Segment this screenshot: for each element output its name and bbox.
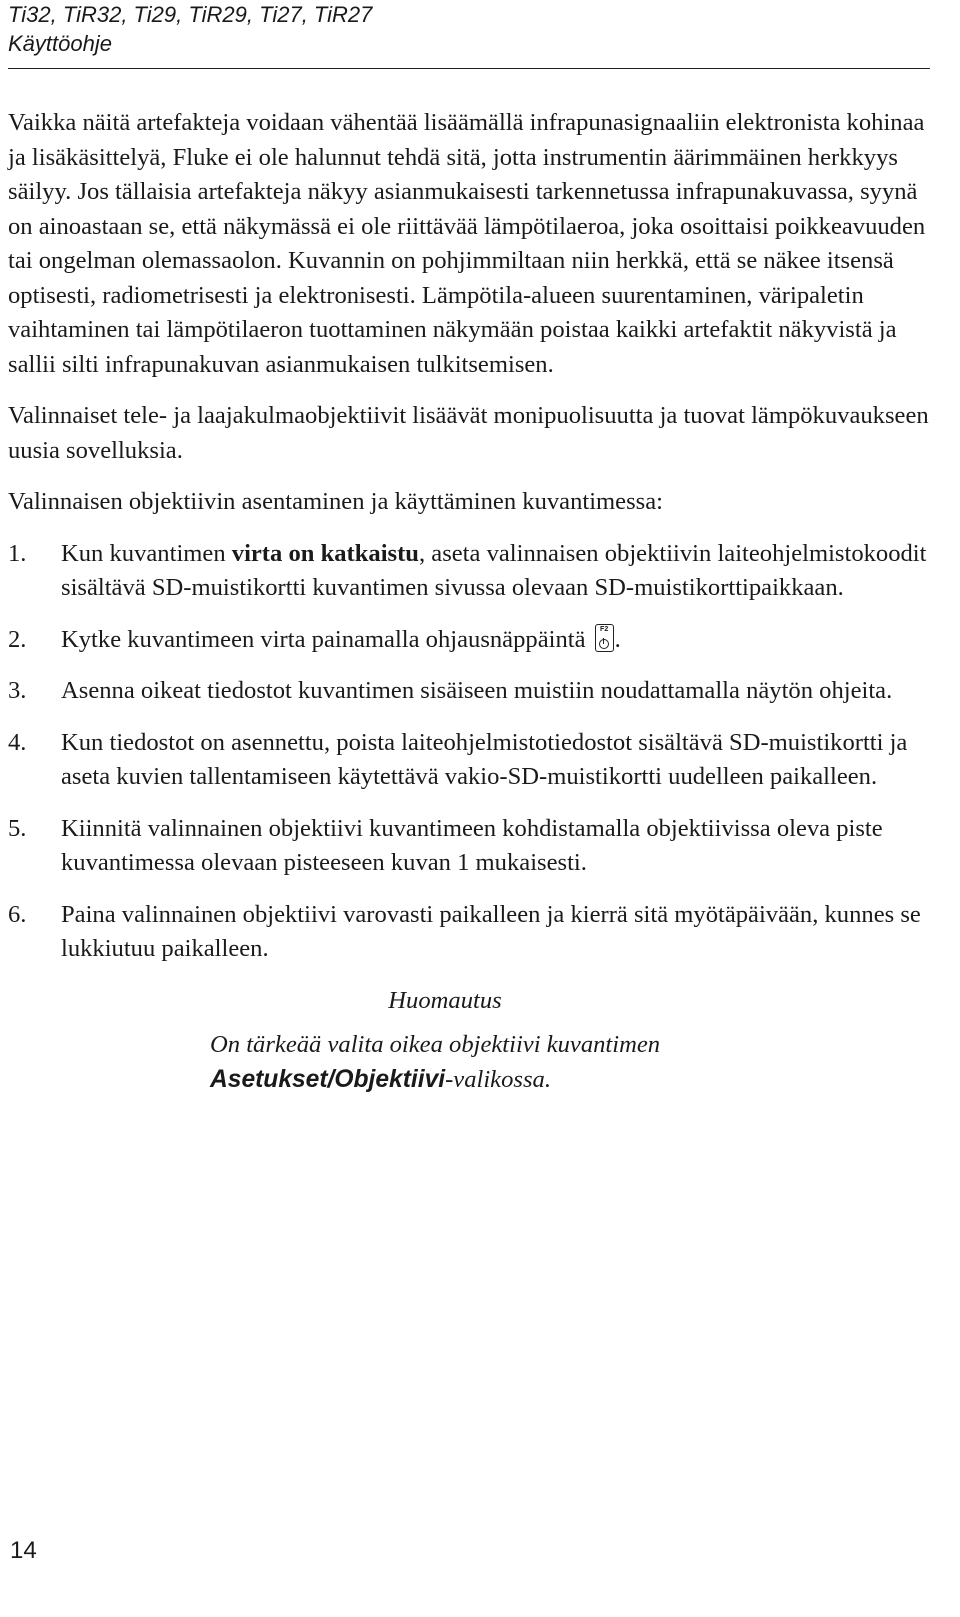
step-6 <box>8 898 930 967</box>
step-text-part: . <box>614 625 621 653</box>
step-text: Kun tiedostot on asennettu, poista laiteohjelmistotiedostot sisältävä SD-muistikortti ja aseta kuvien tallentamiseen käytettävä vakio-SD-muistikortti uudelleen paikalleen. <box>61 728 908 790</box>
step-number: 1. <box>8 539 27 567</box>
step-text: Paina valinnainen objektiivi varovasti paikalleen ja kierrä sitä myötäpäivään, kunnes se lukkiutuu paikalleen. <box>61 900 921 962</box>
step-number: 2. <box>8 625 27 653</box>
note-text <box>210 1028 930 1097</box>
step-number: 4. <box>8 728 27 756</box>
power-symbol-icon <box>599 639 609 649</box>
step-5 <box>8 812 930 881</box>
note-text-part: -valikossa. <box>445 1065 551 1093</box>
step-text <box>61 623 930 658</box>
header-models: Ti32, TiR32, Ti29, TiR29, Ti27, TiR27 <box>8 2 373 27</box>
step-number: 6. <box>8 900 27 928</box>
step-2 <box>8 623 930 658</box>
step-text-part: Kun kuvantimen <box>61 539 232 567</box>
paragraph-optional-lenses: Valinnaiset tele- ja laajakulmaobjektiivit lisäävät monipuolisuutta ja tuovat lämpökuvaukseen uusia sovelluksia. <box>8 402 929 464</box>
paragraph-install-intro: Valinnaisen objektiivin asentaminen ja käyttäminen kuvantimessa: <box>8 488 663 515</box>
header-divider <box>8 68 930 69</box>
note-heading: Huomautus <box>388 986 502 1014</box>
step-text: Kiinnitä valinnainen objektiivi kuvantimeen kohdistamalla objektiivissa oleva piste kuvantimessa olevaan pisteeseen kuvan 1 mukaisesti. <box>61 814 883 876</box>
note-text-part: On tärkeää valita oikea objektiivi kuvantimen <box>210 1031 661 1058</box>
step-text: Asenna oikeat tiedostot kuvantimen sisäiseen muistiin noudattamalla näytön ohjeita. <box>61 677 893 704</box>
power-key-icon <box>595 624 614 652</box>
step-number: 3. <box>8 677 27 704</box>
step-text <box>61 537 930 606</box>
header-subtitle: Käyttöohje <box>8 31 112 56</box>
note-block <box>210 984 930 1098</box>
main-content <box>8 106 930 1097</box>
step-emphasis: virta on katkaistu <box>231 539 419 567</box>
step-4 <box>8 726 930 795</box>
note-menu-path: Asetukset/Objektiivi <box>210 1065 446 1093</box>
step-number: 5. <box>8 814 27 842</box>
key-label: F2 <box>600 625 609 633</box>
page-number: 14 <box>10 1537 37 1564</box>
step-text-part: , aseta valinnaisen objektiivin laiteohjelmistokoodit sisältävä SD-muistikortti kuvantimen sivussa olevaan SD-muistikorttipaikkaan. <box>61 539 927 601</box>
step-3 <box>8 674 930 709</box>
step-text-part: Kytke kuvantimeen virta painamalla ohjausnäppäintä <box>61 625 592 653</box>
paragraph-artifacts: Vaikka näitä artefakteja voidaan vähentää lisäämällä infrapunasignaaliin elektronista kohinaa ja lisäkäsittelyä, Fluke ei ole halunnut tehdä sitä, jotta instrumentin äärimmäinen herkkyys säilyy. Jos tällaisia artefakteja näkyy asianmukaisesti tarkennetussa infrapunakuvassa, syynä on ainoastaan se, että näkymässä ei ole riittävää lämpötilaeroa, joka osoittaisi poikkeavuuden tai ongelman olemassaolon. Kuvannin on pohjimmiltaan niin herkkä, että se näkee itsensä optisesti, radiometrisesti ja elektronisesti. Lämpötila-alueen suurentaminen, väripaletin vaihtaminen tai lämpötilaeron tuottaminen näkymään poistaa kaikki artefaktit näkyvistä ja sallii silti infrapunakuvan asianmukaisen tulkitsemisen. <box>8 109 926 378</box>
step-1 <box>8 537 930 606</box>
page-header <box>8 0 930 58</box>
